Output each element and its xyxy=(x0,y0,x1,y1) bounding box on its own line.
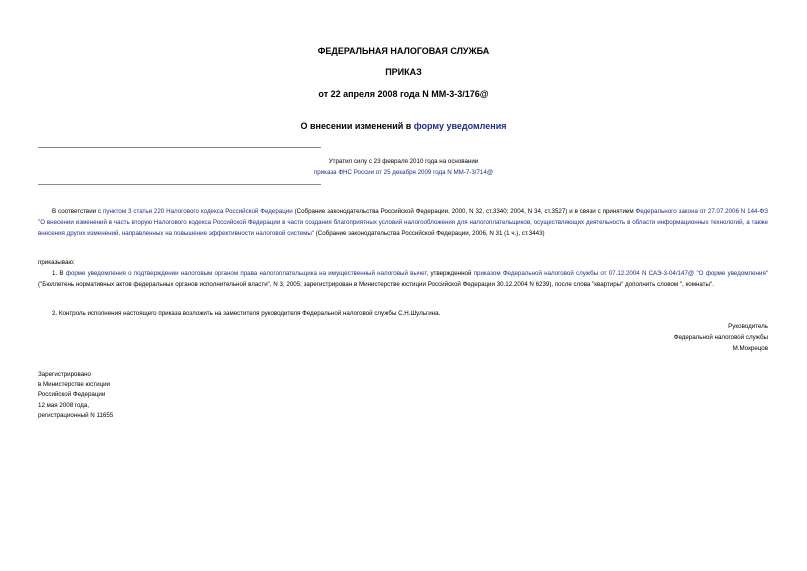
form-link[interactable]: форму уведомления xyxy=(413,121,507,131)
notification-form-link[interactable]: форме уведомления о подтверждении налоговым органом права налогоплательщика на имущественный налоговый вычет xyxy=(65,270,427,277)
repeal-order-link[interactable]: приказа ФНС России от 25 декабря 2009 года N ММ-7-3/714@ xyxy=(313,169,494,176)
clause-1-text-1: 1. В xyxy=(52,270,66,277)
preamble-paragraph xyxy=(38,207,768,239)
tax-code-article-link[interactable]: пунктом 3 статьи 220 Налогового кодекса Российской Федерации xyxy=(103,208,293,215)
signature-name: М.Мокрецов xyxy=(732,345,768,352)
agency-name: ФЕДЕРАЛЬНАЯ НАЛОГОВАЯ СЛУЖБА xyxy=(317,46,490,56)
status-note-line1: Утратил силу с 23 февраля 2010 года на основании xyxy=(328,158,479,165)
clause-1-text-3: ("Бюллетень нормативных актов федеральных органов исполнительной власти", N 3, 2005; зарегистрирован в Министерстве юстиции Российской Федерации 30.12.2004 N 6239), после слова "квартиры" дополнить словом ", комнаты". xyxy=(38,280,714,288)
signature-agency: Федеральной налоговой службы xyxy=(673,334,768,341)
preamble-text-2: (Собрание законодательства Российской Федерации, 2000, N 32, ст.3340; 2004, N 34, ст.3527) и в связи с принятием xyxy=(292,208,636,215)
document-title-text: О внесении изменений в xyxy=(300,121,414,131)
registration-line-3: Российской Федерации xyxy=(38,391,106,399)
document-type: ПРИКАЗ xyxy=(385,67,422,77)
federal-law-link[interactable]: Федерального закона от 27.07.2006 N 144-ФЗ "О внесении изменений в часть вторую Налогового кодекса Российской Федерации в части создания благоприятных условий налогообложения для налогоплательщиков, осуществляющих деятельность в области информационных технологий, а также внесения других изменений, направленных на повышение эффективности налоговой системы" xyxy=(38,208,768,237)
signature-position: Руководитель xyxy=(728,323,768,330)
divider-top xyxy=(38,147,321,148)
status-note-line2 xyxy=(0,168,807,178)
clause-2: 2. Контроль исполнения настоящего приказа возложить на заместителя руководителя Федеральной налоговой службы С.Н.Шульгина. xyxy=(52,310,441,317)
preamble-text-1: В соответствии с xyxy=(52,208,104,215)
registration-line-5: регистрационный N 11655 xyxy=(38,411,114,419)
registration-block xyxy=(38,370,238,421)
document-date-number: от 22 апреля 2008 года N ММ-3-3/176@ xyxy=(318,89,489,99)
preamble-text-3: (Собрание законодательства Российской Федерации, 2006, N 31 (1 ч.), ст.3443) xyxy=(313,229,545,237)
document-title xyxy=(0,121,807,132)
clause-1-text-2: , утвержденной xyxy=(426,270,474,277)
registration-line-4: 12 мая 2008 года, xyxy=(38,401,90,409)
clause-1 xyxy=(38,269,768,291)
signature-block xyxy=(674,321,768,354)
order-word: приказываю: xyxy=(38,259,75,266)
divider-bottom xyxy=(38,184,321,185)
registration-line-2: в Министерстве юстиции xyxy=(38,381,111,389)
fns-order-link[interactable]: приказом Федеральной налоговой службы от 07.12.2004 N САЭ-3-04/147@ "О форме уведомления" xyxy=(473,270,768,277)
registration-line-1: Зарегистрировано xyxy=(38,371,91,378)
